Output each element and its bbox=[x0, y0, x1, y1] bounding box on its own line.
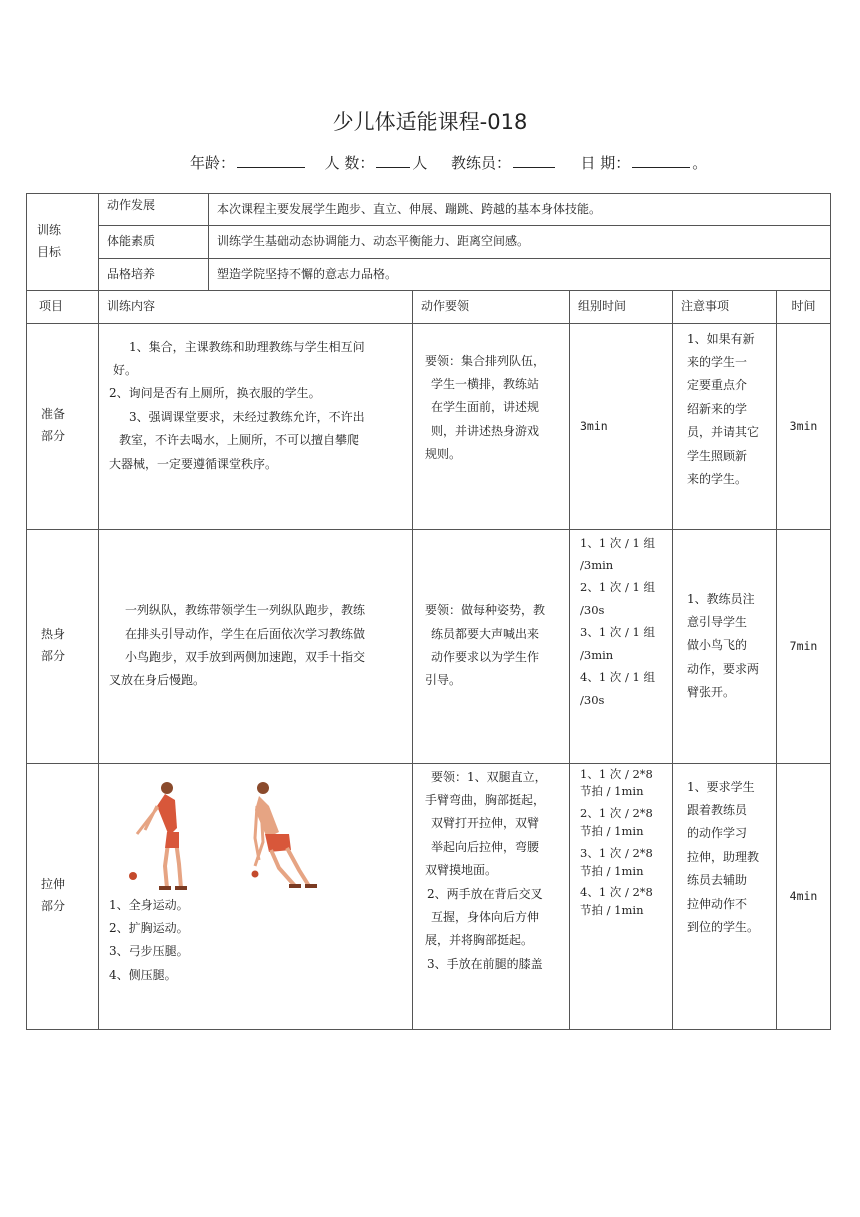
warmup-group-time-line: 2、1 次 / 1 组 bbox=[580, 580, 655, 595]
stretch-group-time-line: 3、1 次 / 2*8 bbox=[580, 845, 653, 860]
prep-content-line: 教室，不许去喝水，上厕所，不可以擅自攀爬 bbox=[119, 433, 360, 448]
prep-notes-line: 员，并请其它 bbox=[687, 425, 760, 440]
section-stretch-name bbox=[27, 763, 99, 1029]
section-prep-name-line1: 准备 bbox=[41, 407, 66, 422]
prep-group-time-line: 3min bbox=[580, 418, 608, 433]
info-line bbox=[190, 152, 707, 173]
section-prep-name-line2: 部分 bbox=[41, 429, 66, 444]
section-prep-content bbox=[99, 323, 413, 529]
stretch-essentials-line: 2、两手放在背后交叉 bbox=[427, 886, 543, 901]
section-stretch-group-time bbox=[570, 763, 673, 1029]
warmup-group-time-line: 4、1 次 / 1 组 bbox=[580, 670, 655, 685]
prep-essentials-line: 要领：集合排列队伍， bbox=[425, 353, 546, 368]
section-stretch-notes bbox=[673, 763, 777, 1029]
goal-name-motor: 动作发展 bbox=[99, 194, 209, 226]
goals-label-line1: 训练 bbox=[37, 223, 62, 238]
header-project: 项目 bbox=[27, 291, 99, 323]
document-title: 少儿体适能课程-018 bbox=[332, 110, 528, 134]
section-prep-time: 3min bbox=[777, 323, 831, 529]
section-warmup-name-line2: 部分 bbox=[41, 649, 66, 664]
warmup-group-time-line: /3min bbox=[580, 647, 614, 662]
stretch-content-line: 1、全身运动。 bbox=[109, 897, 189, 912]
section-prep-group-time bbox=[570, 323, 673, 529]
stretch-essentials-line: 展，并将胸部挺起。 bbox=[425, 933, 534, 948]
goal-text-fitness: 训练学生基础动态协调能力、动态平衡能力、距离空间感。 bbox=[209, 226, 831, 258]
stretch-illustration bbox=[109, 776, 329, 894]
section-stretch-content bbox=[99, 763, 413, 1029]
goal-text-motor: 本次课程主要发展学生跑步、直立、伸展、蹦跳、跨越的基本身体技能。 bbox=[209, 194, 831, 226]
goal-name-character: 品格培养 bbox=[99, 258, 209, 290]
warmup-notes-line: 动作，要求两 bbox=[687, 661, 760, 676]
age-label: 年龄： bbox=[190, 154, 236, 172]
stretch-notes-line: 到位的学生。 bbox=[687, 919, 760, 934]
prep-essentials-line: 则，并讲述热身游戏 bbox=[431, 423, 540, 438]
section-stretch-time: 4min bbox=[777, 763, 831, 1029]
header-notes: 注意事项 bbox=[673, 291, 777, 323]
date-blank bbox=[632, 153, 690, 168]
section-stretch-essentials bbox=[413, 763, 570, 1029]
stretch-essentials-line: 双臂打开拉伸，双臂 bbox=[431, 816, 540, 831]
prep-essentials-line: 在学生面前，讲述规 bbox=[431, 400, 540, 415]
prep-notes-line: 定要重点介 bbox=[687, 378, 748, 393]
goals-label-line2: 目标 bbox=[37, 245, 62, 260]
stretch-essentials-line: 双臂摸地面。 bbox=[425, 863, 498, 878]
stretch-group-time-line: 节拍 / 1min bbox=[580, 824, 644, 838]
prep-notes-line: 1、如果有新 bbox=[687, 331, 755, 346]
people-label: 人 数： bbox=[324, 154, 375, 172]
warmup-content-line: 小鸟跑步，双手放到两侧加速跑，双手十指交 bbox=[125, 650, 366, 665]
warmup-essentials-line: 练员都要大声喊出来 bbox=[431, 626, 540, 641]
stretch-notes-line: 跟着教练员 bbox=[687, 802, 748, 817]
coach-label: 教练员： bbox=[450, 154, 511, 172]
prep-essentials-line: 学生一横排，教练站 bbox=[431, 376, 540, 391]
stretch-group-time-line: 节拍 / 1min bbox=[580, 863, 644, 878]
warmup-notes-line: 做小鸟飞的 bbox=[687, 638, 748, 653]
warmup-content-line: 叉放在身后慢跑。 bbox=[109, 673, 206, 688]
coach-blank bbox=[513, 153, 555, 168]
section-warmup-essentials bbox=[413, 529, 570, 763]
goal-text-character: 塑造学院坚持不懈的意志力品格。 bbox=[209, 258, 831, 290]
warmup-notes-line: 1、教练员注 bbox=[687, 591, 755, 606]
section-warmup-time: 7min bbox=[777, 529, 831, 763]
stretch-notes-line: 拉伸，助理教 bbox=[687, 849, 760, 864]
age-blank bbox=[237, 153, 305, 168]
stretch-figure-1 bbox=[129, 782, 187, 890]
section-warmup-group-time bbox=[570, 529, 673, 763]
stretch-group-time-line: 节拍 / 1min bbox=[580, 784, 644, 799]
people-unit: 人 bbox=[412, 154, 428, 172]
warmup-group-time-line: 3、1 次 / 1 组 bbox=[580, 625, 655, 640]
warmup-notes-line: 意引导学生 bbox=[687, 614, 748, 629]
stretch-content-line: 3、弓步压腿。 bbox=[109, 944, 189, 959]
prep-content-line: 大器械，一定要遵循课堂秩序。 bbox=[109, 456, 278, 471]
section-warmup-content bbox=[99, 529, 413, 763]
prep-content-line: 1、集合，主课教练和助理教练与学生相互问 bbox=[129, 339, 365, 354]
warmup-group-time-line: /30s bbox=[580, 602, 605, 617]
section-prep-name bbox=[27, 323, 99, 529]
stretch-group-time-line: 1、1 次 / 2*8 bbox=[580, 766, 653, 781]
stretch-group-time-line: 4、1 次 / 2*8 bbox=[580, 885, 653, 900]
warmup-essentials-line: 要领：做每种姿势，教 bbox=[425, 603, 546, 618]
section-warmup-name bbox=[27, 529, 99, 763]
warmup-group-time-line: /3min bbox=[580, 557, 614, 572]
goals-label bbox=[27, 194, 99, 291]
stretch-figure-2 bbox=[252, 782, 318, 888]
warmup-group-time-line: 1、1 次 / 1 组 bbox=[580, 535, 655, 550]
end-mark: 。 bbox=[692, 154, 708, 172]
date-label: 日 期： bbox=[580, 154, 631, 172]
section-warmup-notes bbox=[673, 529, 777, 763]
stretch-essentials-line: 举起向后拉伸，弯腰 bbox=[431, 839, 540, 854]
warmup-essentials-line: 引导。 bbox=[425, 673, 462, 688]
section-prep-essentials bbox=[413, 323, 570, 529]
prep-content-line: 3、强调课堂要求，未经过教练允许，不许出 bbox=[129, 409, 365, 424]
stretch-notes-line: 练员去辅助 bbox=[687, 873, 748, 888]
stretch-notes-line: 拉伸动作不 bbox=[687, 896, 748, 911]
stretch-essentials-line: 要领：1、双腿直立， bbox=[431, 769, 547, 784]
warmup-content-line: 在排头引导动作，学生在后面依次学习教练做 bbox=[125, 626, 366, 641]
warmup-notes-line: 臂张开。 bbox=[687, 685, 736, 700]
stretch-notes-line: 1、要求学生 bbox=[687, 779, 755, 794]
prep-notes-line: 来的学生一 bbox=[687, 354, 748, 369]
stretch-essentials-line: 3、手放在前腿的膝盖 bbox=[427, 956, 543, 971]
warmup-content-line: 一列纵队，教练带领学生一列纵队跑步，教练 bbox=[125, 603, 366, 618]
prep-notes-line: 绍新来的学 bbox=[687, 401, 748, 416]
stretch-group-time-line: 节拍 / 1min bbox=[580, 903, 644, 918]
stretch-content-line: 4、侧压腿。 bbox=[109, 967, 177, 982]
section-prep-notes bbox=[673, 323, 777, 529]
goal-name-fitness: 体能素质 bbox=[99, 226, 209, 258]
warmup-essentials-line: 动作要求以为学生作 bbox=[431, 650, 540, 665]
prep-content-line: 好。 bbox=[113, 362, 138, 377]
prep-essentials-line: 规则。 bbox=[425, 447, 462, 462]
people-blank bbox=[376, 153, 410, 168]
stretch-group-time-line: 2、1 次 / 2*8 bbox=[580, 806, 653, 821]
prep-notes-line: 学生照顾新 bbox=[687, 448, 748, 463]
header-essentials: 动作要领 bbox=[413, 291, 570, 323]
prep-notes-line: 来的学生。 bbox=[687, 471, 748, 486]
section-stretch-name-line2: 部分 bbox=[41, 899, 66, 914]
header-time: 时间 bbox=[777, 291, 831, 323]
stretch-essentials-line: 手臂弯曲，胸部挺起， bbox=[425, 792, 546, 807]
stretch-content-line: 2、扩胸运动。 bbox=[109, 920, 189, 935]
header-content: 训练内容 bbox=[99, 291, 413, 323]
warmup-group-time-line: /30s bbox=[580, 692, 605, 707]
lesson-table bbox=[26, 193, 831, 1030]
section-stretch-name-line1: 拉伸 bbox=[41, 877, 66, 892]
prep-content-line: 2、询问是否有上厕所，换衣服的学生。 bbox=[109, 386, 321, 401]
stretch-notes-line: 的动作学习 bbox=[687, 826, 748, 841]
header-group-time: 组别时间 bbox=[570, 291, 673, 323]
stretch-essentials-line: 互握，身体向后方伸 bbox=[431, 909, 540, 924]
section-warmup-name-line1: 热身 bbox=[41, 627, 66, 642]
